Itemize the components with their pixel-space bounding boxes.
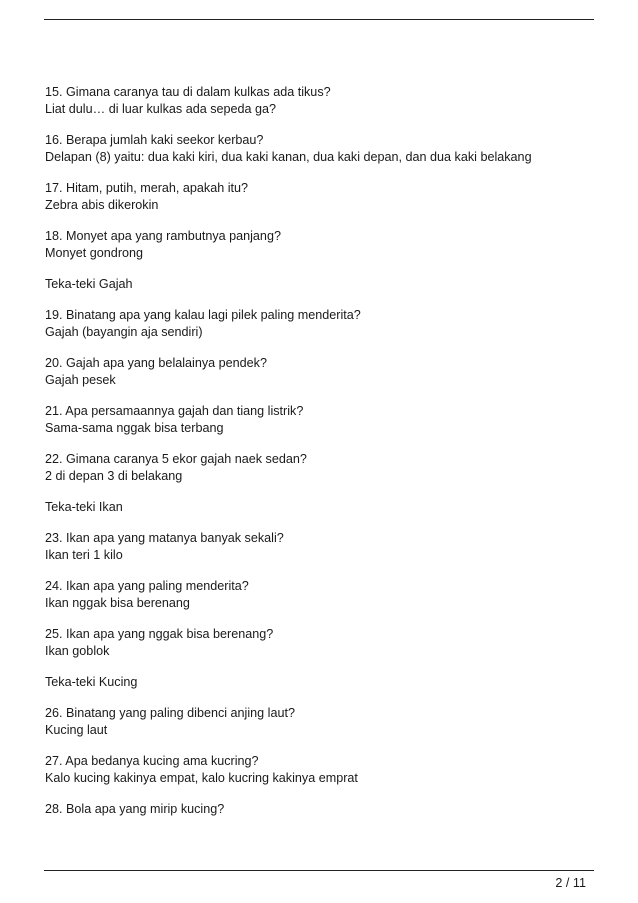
answer: Ikan nggak bisa berenang [45, 596, 190, 610]
answer: Zebra abis dikerokin [45, 198, 159, 212]
answer: Liat dulu… di luar kulkas ada sepeda ga? [45, 102, 277, 116]
answer: 2 di depan 3 di belakang [45, 469, 183, 483]
qa-block-19 [45, 307, 605, 341]
section-heading-gajah [45, 276, 605, 293]
answer: Gajah (bayangin aja sendiri) [45, 325, 203, 339]
section-heading-kucing [45, 674, 605, 691]
qa-block-21 [45, 403, 605, 437]
answer: Delapan (8) yaitu: dua kaki kiri, dua kaki kanan, dua kaki depan, dan dua kaki belakang [45, 150, 532, 164]
qa-block-27 [45, 753, 605, 787]
answer: Kalo kucing kakinya empat, kalo kucring kakinya emprat [45, 771, 358, 785]
section-heading: Teka-teki Kucing [45, 675, 138, 689]
qa-block-18 [45, 228, 605, 262]
document-body [45, 84, 605, 832]
answer: Sama-sama nggak bisa terbang [45, 421, 224, 435]
qa-block-17 [45, 180, 605, 214]
answer: Ikan goblok [45, 644, 110, 658]
question: 21. Apa persamaannya gajah dan tiang listrik? [45, 404, 304, 418]
qa-block-15 [45, 84, 605, 118]
answer: Monyet gondrong [45, 246, 144, 260]
answer: Ikan teri 1 kilo [45, 548, 123, 562]
question: 20. Gajah apa yang belalainya pendek? [45, 356, 267, 370]
question: 28. Bola apa yang mirip kucing? [45, 802, 225, 816]
answer: Gajah pesek [45, 373, 116, 387]
qa-block-20 [45, 355, 605, 389]
header-rule [44, 19, 594, 20]
qa-block-23 [45, 530, 605, 564]
question: 19. Binatang apa yang kalau lagi pilek paling menderita? [45, 308, 361, 322]
section-heading-ikan [45, 499, 605, 516]
question: 22. Gimana caranya 5 ekor gajah naek sedan? [45, 452, 307, 466]
question: 27. Apa bedanya kucing ama kucring? [45, 754, 259, 768]
question: 24. Ikan apa yang paling menderita? [45, 579, 249, 593]
question: 26. Binatang yang paling dibenci anjing laut? [45, 706, 295, 720]
qa-block-16 [45, 132, 605, 166]
qa-block-24 [45, 578, 605, 612]
qa-block-22 [45, 451, 605, 485]
footer-rule [44, 870, 594, 871]
page-number: 2 / 11 [555, 876, 586, 890]
question: 25. Ikan apa yang nggak bisa berenang? [45, 627, 274, 641]
question: 23. Ikan apa yang matanya banyak sekali? [45, 531, 284, 545]
section-heading: Teka-teki Gajah [45, 277, 133, 291]
question: 18. Monyet apa yang rambutnya panjang? [45, 229, 281, 243]
question: 15. Gimana caranya tau di dalam kulkas ada tikus? [45, 85, 331, 99]
qa-block-25 [45, 626, 605, 660]
question: 16. Berapa jumlah kaki seekor kerbau? [45, 133, 264, 147]
qa-block-28 [45, 801, 605, 818]
question: 17. Hitam, putih, merah, apakah itu? [45, 181, 249, 195]
section-heading: Teka-teki Ikan [45, 500, 123, 514]
answer: Kucing laut [45, 723, 108, 737]
qa-block-26 [45, 705, 605, 739]
